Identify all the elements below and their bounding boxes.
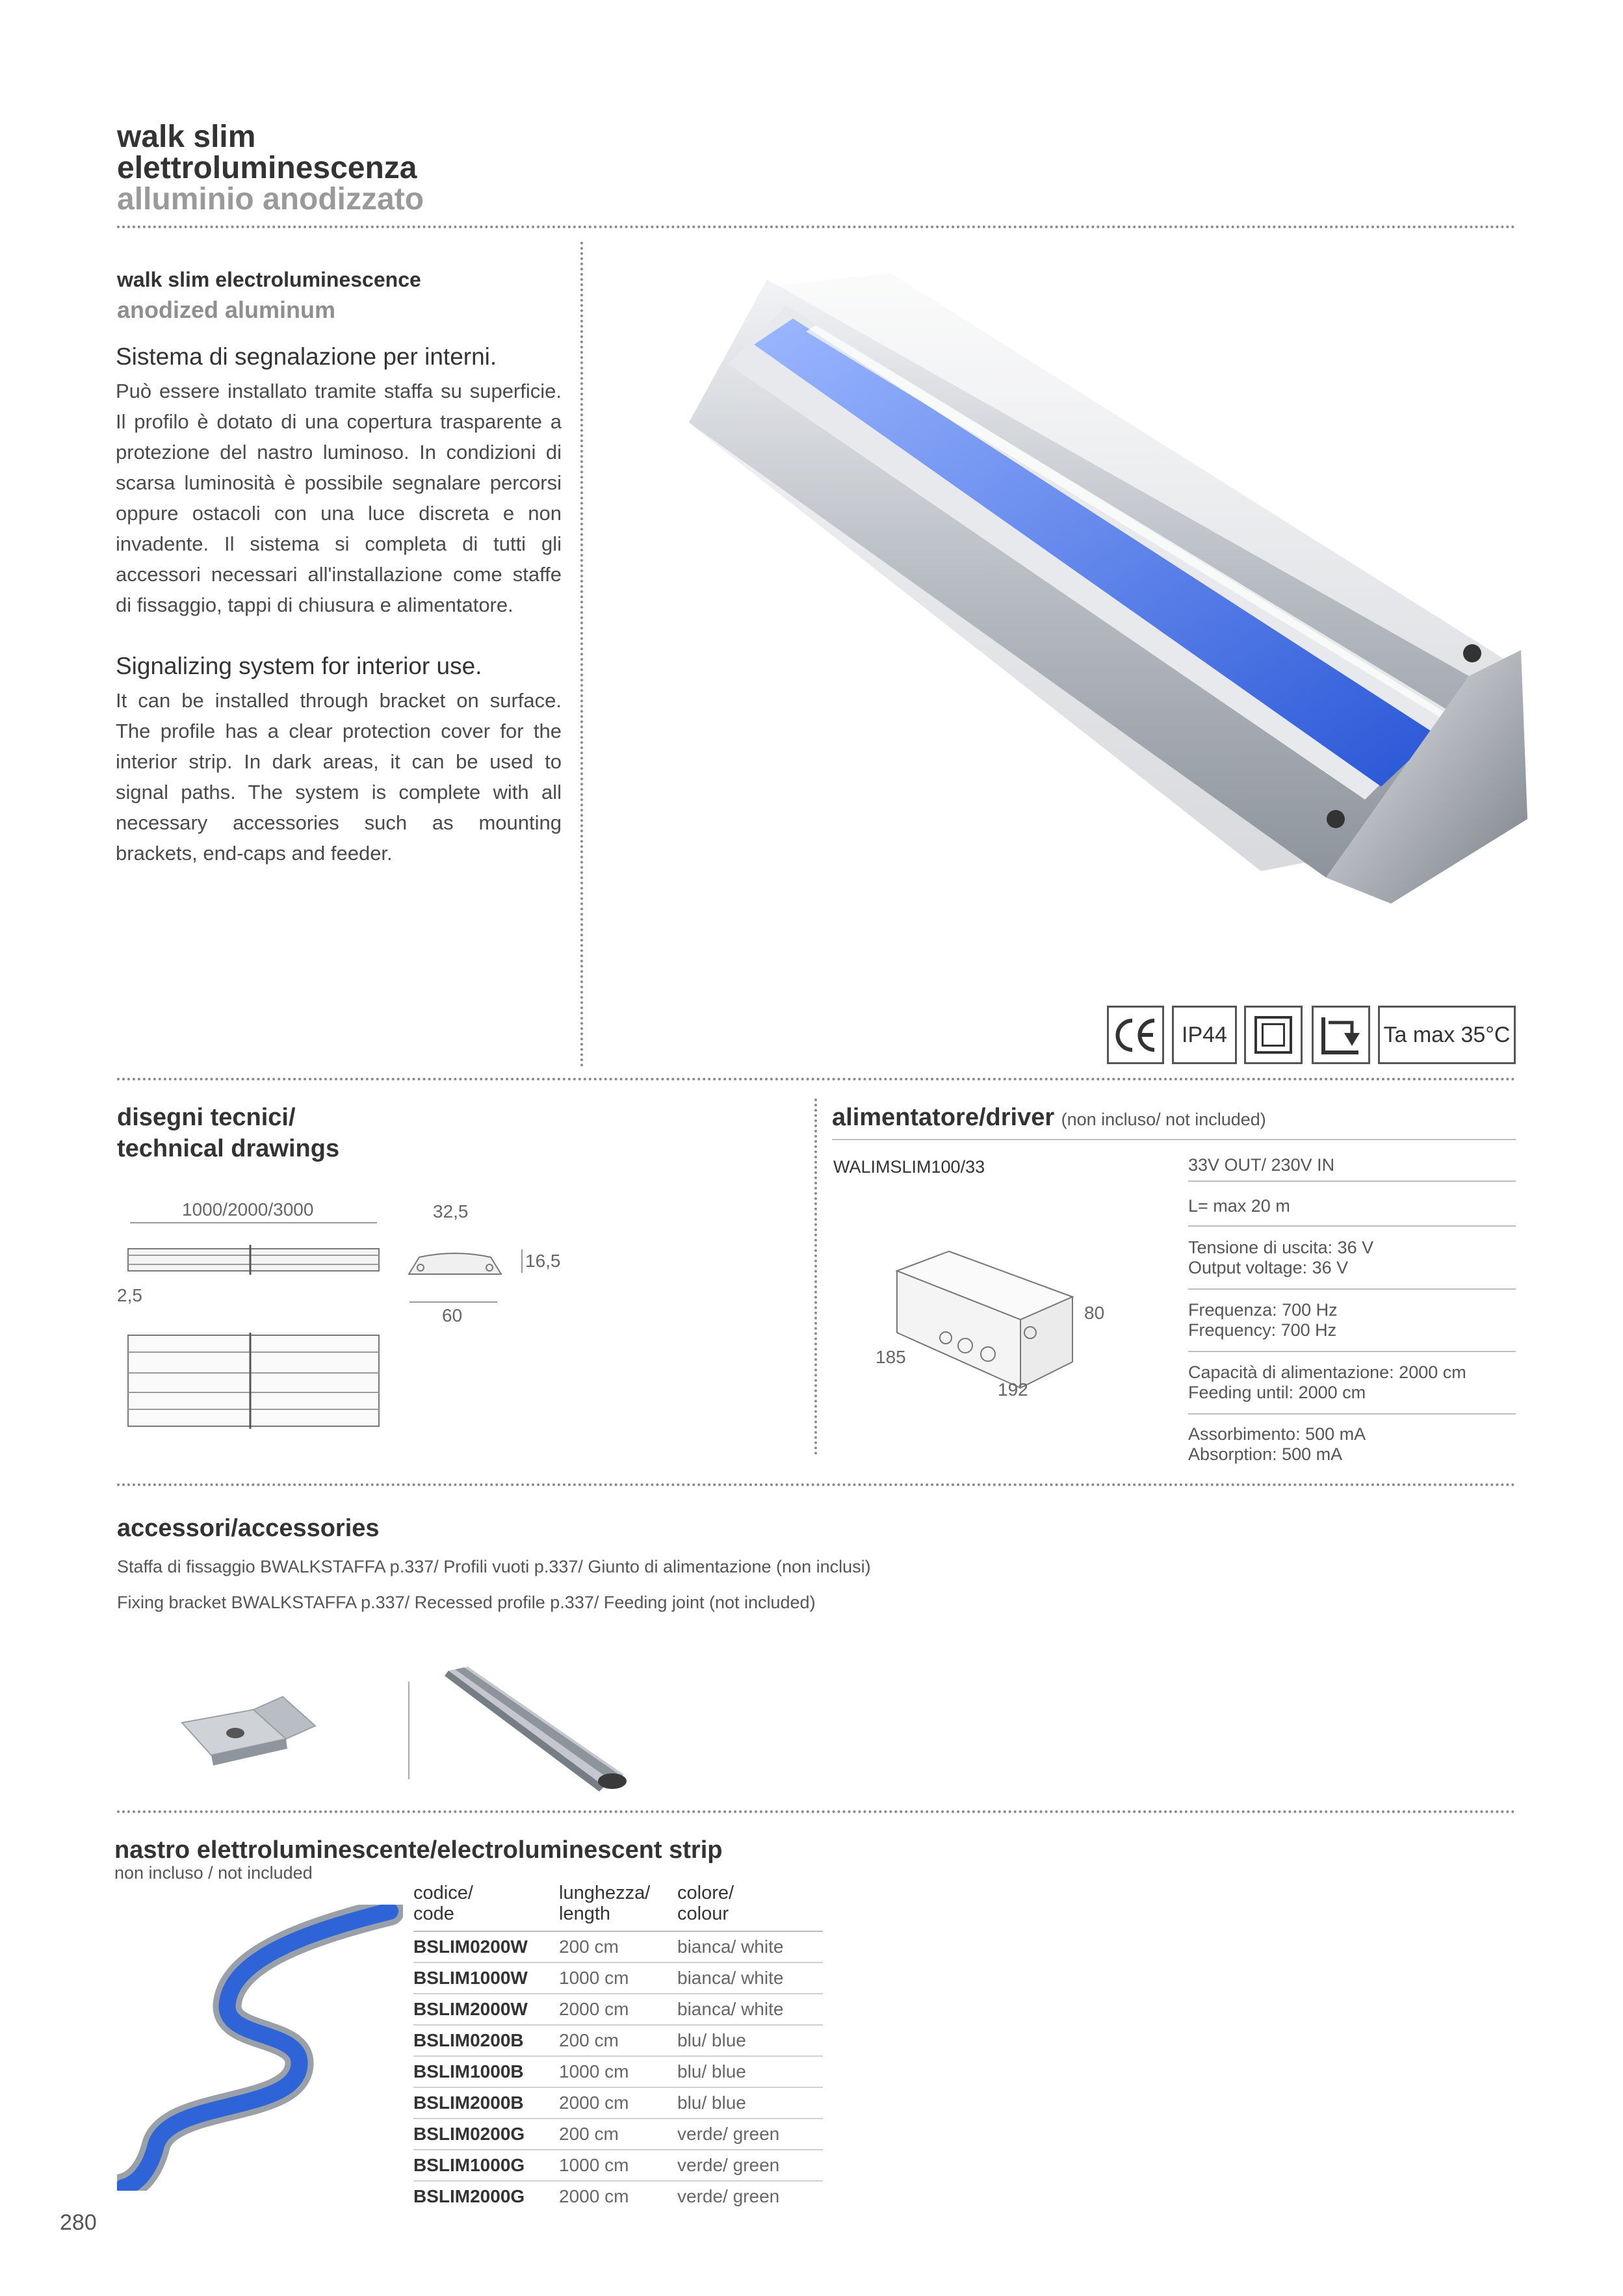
- driver-spec-3: [1188, 1300, 1516, 1340]
- description-body-en: It can be installed through bracket on surface. The profile has a clear protection cover for the interior strip. In dark areas, it can be used to signal paths. The system is complete with all necessary accessories such as mounting brackets, end-caps and feeder.: [116, 689, 562, 865]
- length-cell: 200 cm: [559, 1931, 677, 1963]
- section-divider-3: [117, 1810, 1516, 1813]
- column-label-en: code: [413, 1903, 454, 1924]
- accessories-divider: [408, 1682, 409, 1779]
- recessed-profile-photo: [442, 1664, 630, 1794]
- code-cell: BSLIM0200W: [413, 1931, 559, 1963]
- table-row: [413, 2181, 823, 2211]
- spec-value-it: Assorbimento: 500 mA: [1188, 1424, 1366, 1444]
- colour-cell: bianca/ white: [677, 1994, 823, 2025]
- colour-cell: bianca/ white: [677, 1931, 823, 1963]
- profile-side-view: [127, 1245, 380, 1277]
- spec-rule-4: [1188, 1351, 1516, 1352]
- electroluminescent-strip-photo: [117, 1905, 403, 2191]
- spec-rule-2: [1188, 1225, 1516, 1227]
- length-cell: 200 cm: [559, 2119, 677, 2150]
- accessories-line-it: Staffa di fissaggio BWALKSTAFFA p.337/ Profili vuoti p.337/ Giunto di alimentazione (non inclusi): [117, 1557, 871, 1576]
- spec-value-en: Frequency: 700 Hz: [1188, 1320, 1337, 1340]
- colour-cell: verde/ green: [677, 2119, 823, 2150]
- driver-spec-1: [1188, 1196, 1516, 1216]
- spec-value-en: Absorption: 500 mA: [1188, 1444, 1343, 1464]
- length-cell: 1000 cm: [559, 2150, 677, 2181]
- spec-value-en: Feeding until: 2000 cm: [1188, 1383, 1366, 1402]
- colour-cell: verde/ green: [677, 2150, 823, 2181]
- english-material: anodized aluminum: [117, 296, 336, 323]
- spec-rule-1: [1188, 1181, 1516, 1182]
- table-row: [413, 1963, 823, 1994]
- spec-rule-5: [1188, 1413, 1516, 1415]
- length-cell: 2000 cm: [559, 2186, 629, 2206]
- spec-value-en: Output voltage: 36 V: [1188, 1258, 1349, 1277]
- column-label-it: colore/: [677, 1883, 734, 1903]
- driver-spec-0: [1188, 1155, 1516, 1175]
- column-label-en: colour: [677, 1903, 729, 1924]
- dim-height: 16,5: [525, 1251, 561, 1271]
- dim-length-line: [130, 1222, 377, 1223]
- table-row: [413, 2119, 823, 2150]
- column-label-it: lunghezza/: [559, 1883, 651, 1903]
- column-divider-2: [814, 1099, 817, 1455]
- product-photo: [676, 260, 1534, 910]
- strip-table-header: [413, 1883, 823, 1931]
- english-title: walk slim electroluminescence: [117, 268, 421, 291]
- code-cell: BSLIM2000W: [413, 1994, 559, 2025]
- driver-dim-width: 192: [998, 1379, 1028, 1400]
- page-number: 280: [60, 2210, 97, 2235]
- colour-cell: blu/ blue: [677, 2056, 823, 2087]
- technical-drawings-heading-it: disegni tecnici/: [117, 1104, 296, 1131]
- code-cell: BSLIM0200G: [413, 2119, 559, 2150]
- driver-spec-5: [1188, 1424, 1516, 1465]
- code-cell: BSLIM1000B: [413, 2056, 559, 2087]
- code-cell: BSLIM1000G: [413, 2150, 559, 2181]
- column-label-en: length: [559, 1903, 611, 1924]
- accessories-line-en: Fixing bracket BWALKSTAFFA p.337/ Recessed profile p.337/ Feeding joint (not included): [117, 1593, 816, 1612]
- table-row: [413, 1931, 823, 1963]
- code-cell: BSLIM2000G: [413, 2186, 525, 2206]
- profile-top-view: [127, 1333, 380, 1430]
- fixing-bracket-photo: [175, 1684, 331, 1775]
- length-cell: 1000 cm: [559, 1963, 677, 1994]
- accessories-heading: accessori/accessories: [117, 1515, 380, 1542]
- table-row: [413, 2087, 823, 2119]
- spec-value-it: Capacità di alimentazione: 2000 cm: [1188, 1363, 1466, 1382]
- colour-cell: blu/ blue: [677, 2025, 823, 2056]
- column-length: [559, 1883, 677, 1931]
- column-label-it: codice/: [413, 1883, 473, 1903]
- strip-heading: nastro elettroluminescente/electroluminescent strip: [114, 1836, 723, 1864]
- length-cell: 2000 cm: [559, 2087, 677, 2119]
- dim-width-top: 32,5: [433, 1201, 469, 1221]
- column-divider: [580, 242, 583, 1067]
- spec-rule-3: [1188, 1288, 1516, 1290]
- column-code: [413, 1883, 559, 1931]
- spec-value-it: Frequenza: 700 Hz: [1188, 1300, 1338, 1320]
- description-heading-it: Sistema di segnalazione per interni.: [116, 343, 497, 370]
- product-subtitle-material: alluminio anodizzato: [117, 182, 424, 216]
- description-body-it: Può essere installato tramite staffa su superficie. Il profilo è dotato di una copertura trasparente a protezione del nastro luminoso. In condizioni di scarsa luminosità è possibile segnalare percorsi oppure ostacoli con una luce discreta e non invadente. Il sistema si completa di tutti gli accessori necessari all'installazione come staffe di fissaggio, tappi di chiusura e alimentatore.: [116, 380, 562, 616]
- dim-width-bottom-line: [409, 1301, 497, 1303]
- spec-value-it: Tensione di uscita: 36 V: [1188, 1238, 1374, 1257]
- strip-not-included-note: non incluso / not included: [114, 1863, 313, 1883]
- dim-thickness: 2,5: [117, 1285, 142, 1305]
- driver-spec-4: [1188, 1363, 1516, 1403]
- table-row: [413, 1994, 823, 2025]
- length-cell: 2000 cm: [559, 1994, 677, 2025]
- section-divider-2: [117, 1483, 1516, 1486]
- code-cell: BSLIM2000B: [413, 2087, 559, 2119]
- driver-code: WALIMSLIM100/33: [833, 1157, 985, 1177]
- table-row: [413, 2150, 823, 2181]
- strip-table: [413, 1883, 823, 2211]
- spec-value: 33V OUT/ 230V IN: [1188, 1155, 1335, 1175]
- driver-dim-height: 80: [1084, 1303, 1105, 1323]
- description-heading-en: Signalizing system for interior use.: [116, 653, 482, 679]
- product-title: walk slim: [117, 120, 256, 154]
- table-row: [413, 2056, 823, 2087]
- length-cell: 200 cm: [559, 2025, 677, 2056]
- driver-not-included-note: (non incluso/ not included): [1061, 1110, 1266, 1129]
- code-cell: BSLIM1000W: [413, 1963, 559, 1994]
- driver-spec-2: [1188, 1238, 1516, 1278]
- section-divider-1: [117, 1078, 1516, 1080]
- spec-rule-top: [1188, 1139, 1516, 1140]
- class-ii-icon: [1244, 1006, 1303, 1064]
- ta-max-badge: Ta max 35°C: [1378, 1006, 1516, 1064]
- colour-cell: verde/ green: [677, 2186, 780, 2206]
- colour-cell: blu/ blue: [677, 2087, 823, 2119]
- table-row: [413, 2025, 823, 2056]
- spec-value: L= max 20 m: [1188, 1196, 1290, 1216]
- dim-width-bottom: 60: [442, 1305, 463, 1325]
- dim-height-line: [521, 1249, 523, 1273]
- driver-heading-row: [832, 1102, 1266, 1133]
- profile-cross-section: [406, 1248, 504, 1281]
- ip-rating-badge: IP44: [1172, 1006, 1237, 1064]
- code-cell: BSLIM0200B: [413, 2025, 559, 2056]
- product-subtitle-technology: elettroluminescenza: [117, 151, 417, 185]
- ce-mark-icon: [1107, 1006, 1164, 1064]
- driver-heading: alimentatore/driver: [832, 1104, 1055, 1131]
- length-cell: 1000 cm: [559, 2056, 677, 2087]
- header-divider: [117, 226, 1516, 228]
- dim-length: 1000/2000/3000: [182, 1199, 314, 1220]
- driver-dim-depth: 185: [876, 1347, 906, 1367]
- colour-cell: bianca/ white: [677, 1963, 823, 1994]
- driver-box-drawing: [884, 1248, 1079, 1398]
- surface-mount-icon: [1312, 1006, 1370, 1064]
- technical-drawings-heading-en: technical drawings: [117, 1135, 340, 1162]
- column-colour: [677, 1883, 823, 1931]
